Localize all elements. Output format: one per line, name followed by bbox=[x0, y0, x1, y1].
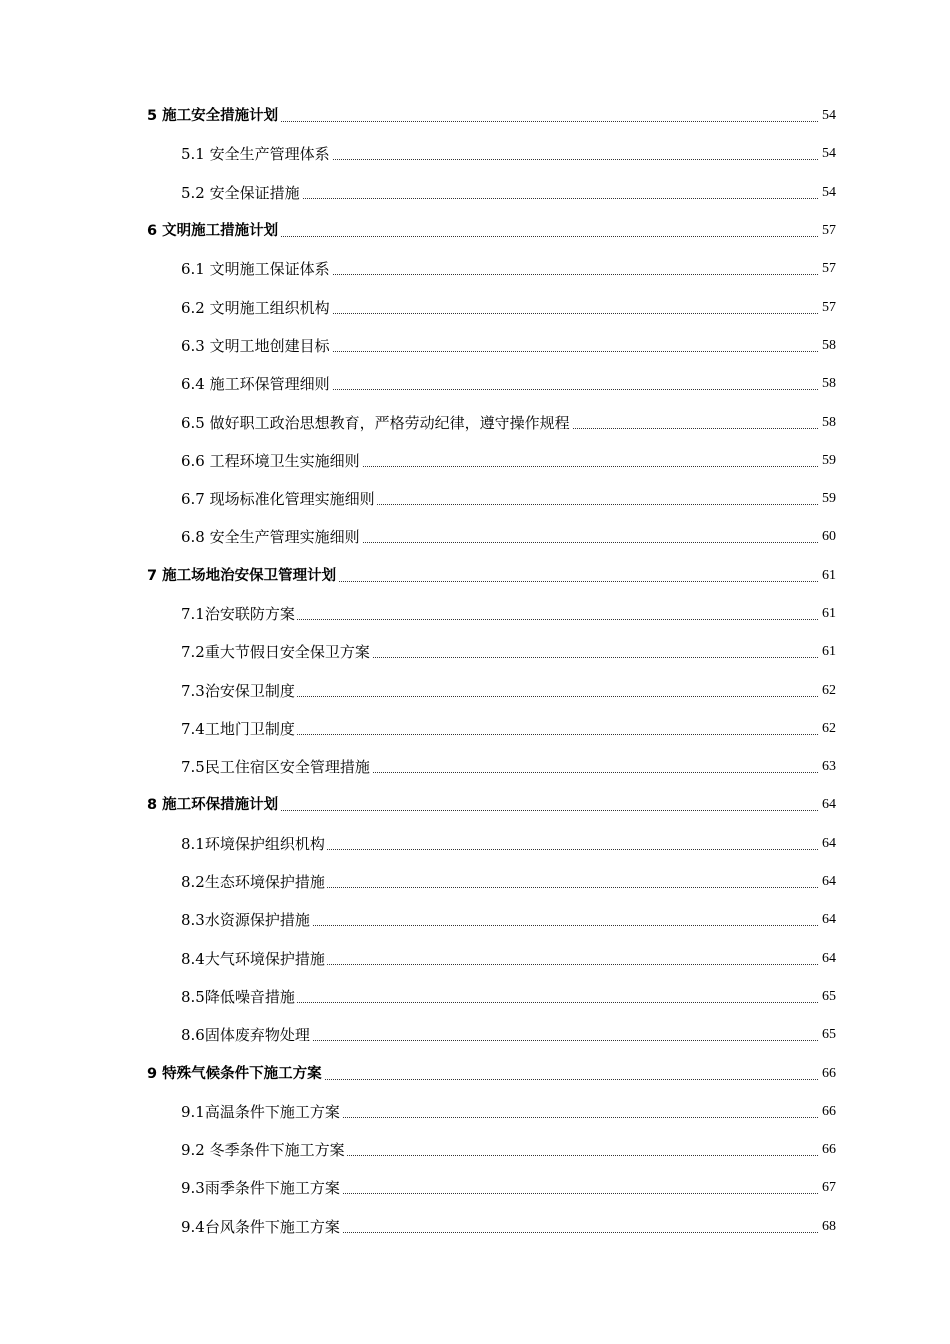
toc-section-entry[interactable] bbox=[0, 940, 950, 978]
toc-entry-label: 8.2生态环境保护措施 bbox=[181, 873, 325, 892]
toc-section-entry[interactable] bbox=[0, 403, 950, 441]
toc-entry-label: 5 施工安全措施计划 bbox=[147, 108, 279, 125]
toc-entry-label: 9.3雨季条件下施工方案 bbox=[181, 1179, 340, 1198]
toc-page-number: 54 bbox=[822, 184, 836, 200]
toc-section-entry[interactable] bbox=[0, 442, 950, 480]
toc-chapter-entry[interactable] bbox=[0, 97, 950, 135]
toc-page-number: 62 bbox=[822, 720, 836, 736]
table-of-contents bbox=[0, 97, 950, 1246]
toc-page-number: 59 bbox=[822, 452, 836, 468]
toc-page-number: 64 bbox=[822, 797, 836, 813]
toc-section-entry[interactable] bbox=[0, 863, 950, 901]
toc-section-entry[interactable] bbox=[0, 633, 950, 671]
toc-page-number: 62 bbox=[822, 682, 836, 698]
toc-entry-label: 6.6 工程环境卫生实施细则 bbox=[181, 451, 360, 470]
toc-entry-label: 6 文明施工措施计划 bbox=[147, 223, 279, 240]
toc-page-number: 54 bbox=[822, 108, 836, 124]
toc-entry-label: 6.4 施工环保管理细则 bbox=[181, 375, 330, 394]
toc-page-number: 64 bbox=[822, 950, 836, 966]
toc-page-number: 61 bbox=[822, 606, 836, 621]
toc-entry-label: 9 特殊气候条件下施工方案 bbox=[147, 1065, 322, 1082]
toc-page-number: 66 bbox=[822, 1065, 836, 1081]
toc-entry-label: 9.4台风条件下施工方案 bbox=[181, 1217, 340, 1236]
toc-section-entry[interactable] bbox=[0, 710, 950, 748]
toc-section-entry[interactable] bbox=[0, 1169, 950, 1207]
toc-page-number: 66 bbox=[822, 1103, 836, 1119]
toc-page-number: 67 bbox=[822, 1180, 836, 1196]
toc-page-number: 57 bbox=[822, 223, 836, 239]
toc-entry-label: 6.7 现场标准化管理实施细则 bbox=[181, 490, 375, 509]
toc-entry-label: 8.4大气环境保护措施 bbox=[181, 949, 325, 968]
toc-section-entry[interactable] bbox=[0, 671, 950, 709]
toc-entry-label: 6.1 文明施工保证体系 bbox=[181, 260, 330, 279]
toc-entry-label: 6.3 文明工地创建目标 bbox=[181, 336, 330, 355]
toc-entry-label: 8 施工环保措施计划 bbox=[147, 797, 279, 814]
toc-chapter-entry[interactable] bbox=[0, 212, 950, 250]
toc-page-number: 58 bbox=[822, 376, 836, 392]
toc-page-number: 61 bbox=[822, 567, 836, 583]
toc-page-number: 64 bbox=[822, 835, 836, 851]
toc-section-entry[interactable] bbox=[0, 1208, 950, 1246]
toc-section-entry[interactable] bbox=[0, 518, 950, 556]
toc-page-number: 68 bbox=[822, 1218, 836, 1234]
toc-section-entry[interactable] bbox=[0, 748, 950, 786]
toc-page-number: 60 bbox=[822, 529, 836, 545]
toc-entry-label: 5.2 安全保证措施 bbox=[181, 183, 300, 202]
toc-page-number: 65 bbox=[822, 1027, 836, 1043]
toc-entry-label: 8.6固体废弃物处理 bbox=[181, 1026, 310, 1045]
toc-page-number: 58 bbox=[822, 414, 836, 430]
toc-section-entry[interactable] bbox=[0, 480, 950, 518]
toc-entry-label: 7.4工地门卫制度 bbox=[181, 719, 295, 738]
toc-entry-label: 9.2 冬季条件下施工方案 bbox=[181, 1141, 345, 1160]
toc-entry-label: 6.5 做好职工政治思想教育，严格劳动纪律，遵守操作规程 bbox=[181, 413, 570, 432]
toc-chapter-entry[interactable] bbox=[0, 1054, 950, 1092]
toc-entry-label: 6.2 文明施工组织机构 bbox=[181, 298, 330, 317]
toc-entry-label: 7.5民工住宿区安全管理措施 bbox=[181, 758, 370, 777]
toc-page-number: 63 bbox=[822, 759, 836, 775]
toc-page-number: 58 bbox=[822, 337, 836, 353]
toc-section-entry[interactable] bbox=[0, 825, 950, 863]
toc-section-entry[interactable] bbox=[0, 1016, 950, 1054]
toc-entry-label: 6.8 安全生产管理实施细则 bbox=[181, 528, 360, 547]
toc-page-number: 59 bbox=[822, 491, 836, 507]
toc-page-number: 57 bbox=[822, 261, 836, 277]
toc-entry-label: 7 施工场地治安保卫管理计划 bbox=[147, 567, 337, 584]
toc-page-number: 64 bbox=[822, 912, 836, 928]
toc-section-entry[interactable] bbox=[0, 365, 950, 403]
toc-page-number: 57 bbox=[822, 299, 836, 315]
toc-entry-label: 8.3水资源保护措施 bbox=[181, 911, 310, 930]
toc-page-number: 64 bbox=[822, 874, 836, 890]
toc-entry-label: 9.1高温条件下施工方案 bbox=[181, 1102, 340, 1121]
toc-page-number: 65 bbox=[822, 988, 836, 1004]
toc-page-number: 61 bbox=[822, 644, 836, 660]
toc-entry-label: 5.1 安全生产管理体系 bbox=[181, 145, 330, 164]
toc-section-entry[interactable] bbox=[0, 174, 950, 212]
toc-entry-label: 8.5降低噪音措施 bbox=[181, 987, 295, 1006]
toc-section-entry[interactable] bbox=[0, 978, 950, 1016]
toc-chapter-entry[interactable] bbox=[0, 557, 950, 595]
toc-section-entry[interactable] bbox=[0, 250, 950, 288]
toc-section-entry[interactable] bbox=[0, 595, 950, 633]
toc-section-entry[interactable] bbox=[0, 1131, 950, 1169]
toc-entry-label: 7.2重大节假日安全保卫方案 bbox=[181, 643, 370, 662]
toc-section-entry[interactable] bbox=[0, 288, 950, 326]
toc-section-entry[interactable] bbox=[0, 901, 950, 939]
toc-entry-label: 8.1环境保护组织机构 bbox=[181, 834, 325, 853]
toc-page-number: 66 bbox=[822, 1142, 836, 1158]
toc-page-number: 54 bbox=[822, 146, 836, 162]
toc-entry-label: 7.1治安联防方案 bbox=[181, 605, 295, 623]
toc-section-entry[interactable] bbox=[0, 327, 950, 365]
toc-chapter-entry[interactable] bbox=[0, 786, 950, 824]
toc-section-entry[interactable] bbox=[0, 135, 950, 173]
toc-entry-label: 7.3治安保卫制度 bbox=[181, 681, 295, 700]
toc-section-entry[interactable] bbox=[0, 1093, 950, 1131]
